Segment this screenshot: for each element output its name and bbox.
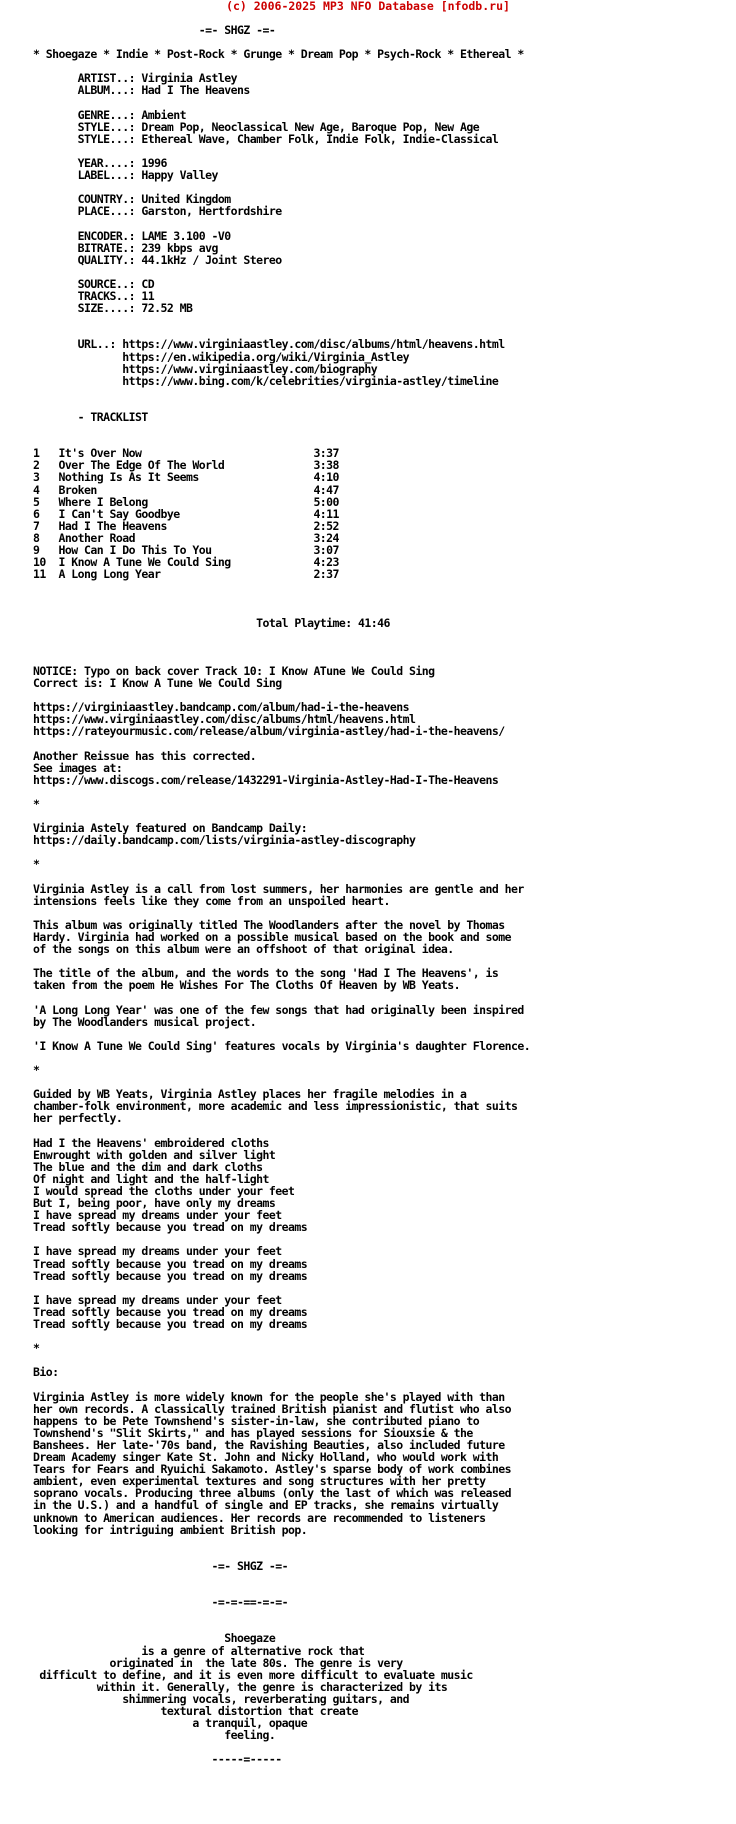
site-banner: (c) 2006-2025 MP3 NFO Database [nfodb.ru] bbox=[226, 0, 510, 13]
nfo-text: -=- SHGZ -=- * Shoegaze * Indie * Post-Rock * Grunge * Dream Pop * Psych-Rock * Ethereal * ARTIST..: Virginia Astley ALBUM...: Had I The Heavens GENRE...: Ambient STYLE...: Dream Pop, Neoclassical New Age, Baroque Pop, New Age STYLE...: Ethereal Wave, Chamber Folk, Indie Folk, Indie-Classical YEAR....: 1996 LABEL...: Happy Valley COUNTRY.: United Kingdom PLACE...: Garston, Hertfordshire ENCODER.: LAME 3.100 -V0 BITRATE.: 239 kbps avg QUALITY.: 44.1kHz / Joint Stereo SOURCE..: CD TRACKS..: 11 SIZE....: 72.52 MB URL..: https://www.virginiaastley.com/disc/albums/html/heavens.html https://en.wikipedia.org/wiki/Virginia_Astley https://www.virginiaastley.com/biography https://www.bing.com/k/celebrities/virginia-astley/timeline - TRACKLIST 1 It's Over Now 3:37 2 Over The Edge Of The World 3:38 3 Nothing Is As It Seems 4:10 4 Broken 4:47 5 Where I Belong 5:00 6 I Can't Say Goodbye 4:11 7 Had I The Heavens 2:52 8 Another Road 3:24 9 How Can I Do This To You 3:07 10 I Know A Tune We Could Sing 4:23 11 A Long Long Year 2:37 Total Playtime: 41:46 NOTICE: Typo on back cover Track 10: I Know ATune We Could Sing Correct is: I Know A Tune We Could Sing https://virginiaastley.bandcamp.com/album/had-i-the-heavens https://www.virginiaastley.com/disc/albums/html/heavens.html https://rateyourmusic.com/release/album/virginia-astley/had-i-the-heavens/ Another Reissue has this corrected. See images at: https://www.discogs.com/release/1432291-Virginia-Astley-Had-I-The-Heavens * Virginia Astely featured on Bandcamp Daily: https://daily.bandcamp.com/lists/virginia-astley-discography * Virginia Astley is a call from lost summers, her harmonies are gentle and her intensions feels like they come from an unspoiled heart. This album was originally titled The Woodlanders after the novel by Thomas Hardy. Virginia had worked on a possible musical based on the book and some of the songs on this album were an offshoot of that original idea. The title of the album, and the words to the song 'Had I The Heavens', is taken from the poem He Wishes For The Cloths Of Heaven by WB Yeats. 'A Long Long Year' was one of the few songs that had originally been inspired by The Woodlanders musical project. 'I Know A Tune We Could Sing' features vocals by Virginia's daughter Florence. * Guided by WB Yeats, Virginia Astley places her fragile melodies in a chamber-folk environment, more academic and less impressionistic, that suits her perfectly. Had I the Heavens' embroidered cloths Enwrought with golden and silver light The blue and the dim and dark cloths Of night and light and the half-light I would spread the cloths under your feet But I, being poor, have only my dreams I have spread my dreams under your feet Tread softly because you tread on my dreams I have spread my dreams under your feet Tread softly because you tread on my dreams Tread softly because you tread on my dreams I have spread my dreams under your feet Tread softly because you tread on my dreams Tread softly because you tread on my dreams * Bio: Virginia Astley is more widely known for the people she's played with than her own records. A classically trained British pianist and flutist who also happens to be Pete Townshend's sister-in-law, she contributed piano to Townshend's "Slit Skirts," and has played sessions for Siouxsie & the Banshees. Her late-'70s band, the Ravishing Beauties, also included future Dream Academy singer Kate St. John and Nicky Holland, who would work with Tears for Fears and Ryuichi Sakamoto. Astley's sparse body of work combines ambient, even experimental textures and song structures with her pretty soprano vocals. Producing three albums (only the last of which was released in the U.S.) and a handful of single and EP tracks, she remains virtually unknown to American audiences. Her records are recommended to listeners looking for intriguing ambient British pop. -=- SHGZ -=- -=-=-==-=-=- Shoegaze is a genre of alternative rock that originated in the late 80s. The genre is very difficult to define, and it is even more difficult to evaluate music within it. Generally, the genre is characterized by its shimmering vocals, reverberating guitars, and textural distortion that create a tranquil, opaque feeling. -----=----- bbox=[33, 23, 531, 1767]
